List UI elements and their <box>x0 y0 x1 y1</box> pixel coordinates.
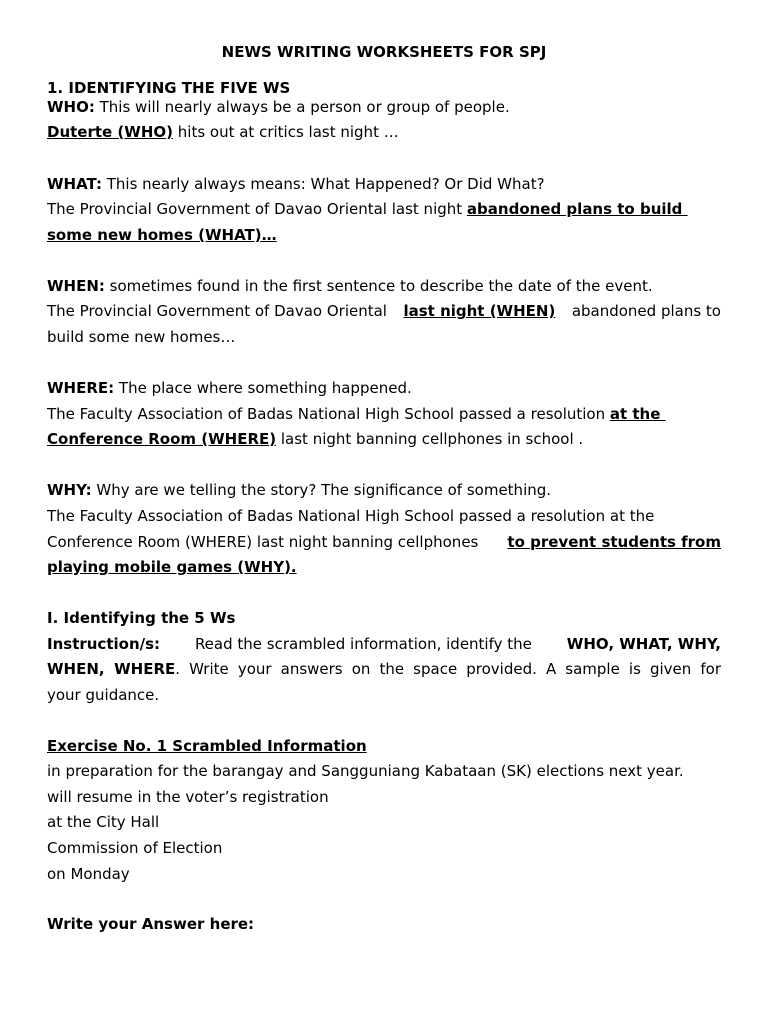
who-label: WHO: <box>47 98 95 116</box>
who-example <box>47 122 399 142</box>
where-example-highlight-2: Conference Room (WHERE) <box>47 430 277 448</box>
exercise-heading-text: Exercise No. 1 Scrambled Information <box>47 737 367 755</box>
instruction-label: Instruction/s: <box>47 635 161 653</box>
why-example-highlight-2: playing mobile games (WHY). <box>47 558 297 576</box>
exercise-heading <box>47 736 367 756</box>
why-example-line-3 <box>47 557 297 577</box>
instruction-text-2: . Write your answers on the space provided. A sample is given for <box>175 660 721 678</box>
when-example-line-2: build some new homes… <box>47 328 236 346</box>
exercise-item: Commission of Election <box>47 839 223 857</box>
section-heading-five-ws: 1. IDENTIFYING THE FIVE WS <box>47 79 291 97</box>
what-description: This nearly always means: What Happened? Or Did What? <box>101 175 545 193</box>
instruction-text-1: Read the scrambled information, identify the <box>194 635 532 653</box>
where-example-line-1 <box>47 404 666 424</box>
why-description: Why are we telling the story? The significance of something. <box>91 481 552 499</box>
where-definition <box>47 378 412 398</box>
where-example-line-2 <box>47 429 583 449</box>
what-example-line-1 <box>47 199 688 219</box>
why-example-highlight-1: to prevent students from <box>507 533 721 551</box>
why-example-line-2 <box>47 532 721 552</box>
part-one-heading: I. Identifying the 5 Ws <box>47 609 236 627</box>
instruction-bold-1: WHO, WHAT, WHY, <box>566 635 721 653</box>
why-example-line-1: The Faculty Association of Badas National High School passed a resolution at the <box>47 507 655 525</box>
exercise-item: will resume in the voter’s registration <box>47 788 329 806</box>
who-definition <box>47 97 510 117</box>
why-example-text: Conference Room (WHERE) last night banning cellphones <box>47 533 484 551</box>
instruction-line-1 <box>47 634 721 654</box>
where-example-text: The Faculty Association of Badas National High School passed a resolution <box>47 405 610 423</box>
what-label: WHAT: <box>47 175 102 193</box>
exercise-item: at the City Hall <box>47 813 160 831</box>
answer-prompt: Write your Answer here: <box>47 915 255 933</box>
who-example-text: hits out at critics last night … <box>173 123 399 141</box>
when-definition <box>47 276 653 296</box>
instruction-line-3: your guidance. <box>47 686 160 704</box>
instruction-line-2 <box>47 659 721 679</box>
when-example-highlight: last night (WHEN) <box>403 302 556 320</box>
where-label: WHERE: <box>47 379 115 397</box>
instruction-bold-2: WHEN, WHERE <box>47 660 176 678</box>
where-example-text-post: last night banning cellphones in school . <box>276 430 584 448</box>
page-title: NEWS WRITING WORKSHEETS FOR SPJ <box>221 43 547 61</box>
when-label: WHEN: <box>47 277 105 295</box>
exercise-item: on Monday <box>47 865 130 883</box>
what-example-line-2 <box>47 225 277 245</box>
when-example-text-post: abandoned plans to <box>567 302 721 320</box>
what-definition <box>47 174 545 194</box>
who-description: This will nearly always be a person or group of people. <box>94 98 510 116</box>
why-label: WHY: <box>47 481 92 499</box>
what-example-text: The Provincial Government of Davao Oriental last night <box>47 200 467 218</box>
when-example-text: The Provincial Government of Davao Oriental <box>47 302 392 320</box>
when-description: sometimes found in the first sentence to describe the date of the event. <box>104 277 653 295</box>
what-example-highlight-2: some new homes (WHAT)… <box>47 226 277 244</box>
when-example-line-1 <box>47 301 721 321</box>
exercise-item: in preparation for the barangay and Sangguniang Kabataan (SK) elections next year. <box>47 762 684 780</box>
where-example-highlight-1: at the <box>609 405 666 423</box>
why-definition <box>47 480 551 500</box>
where-description: The place where something happened. <box>114 379 412 397</box>
who-example-highlight: Duterte (WHO) <box>47 123 173 141</box>
what-example-highlight-1: abandoned plans to build <box>466 200 688 218</box>
